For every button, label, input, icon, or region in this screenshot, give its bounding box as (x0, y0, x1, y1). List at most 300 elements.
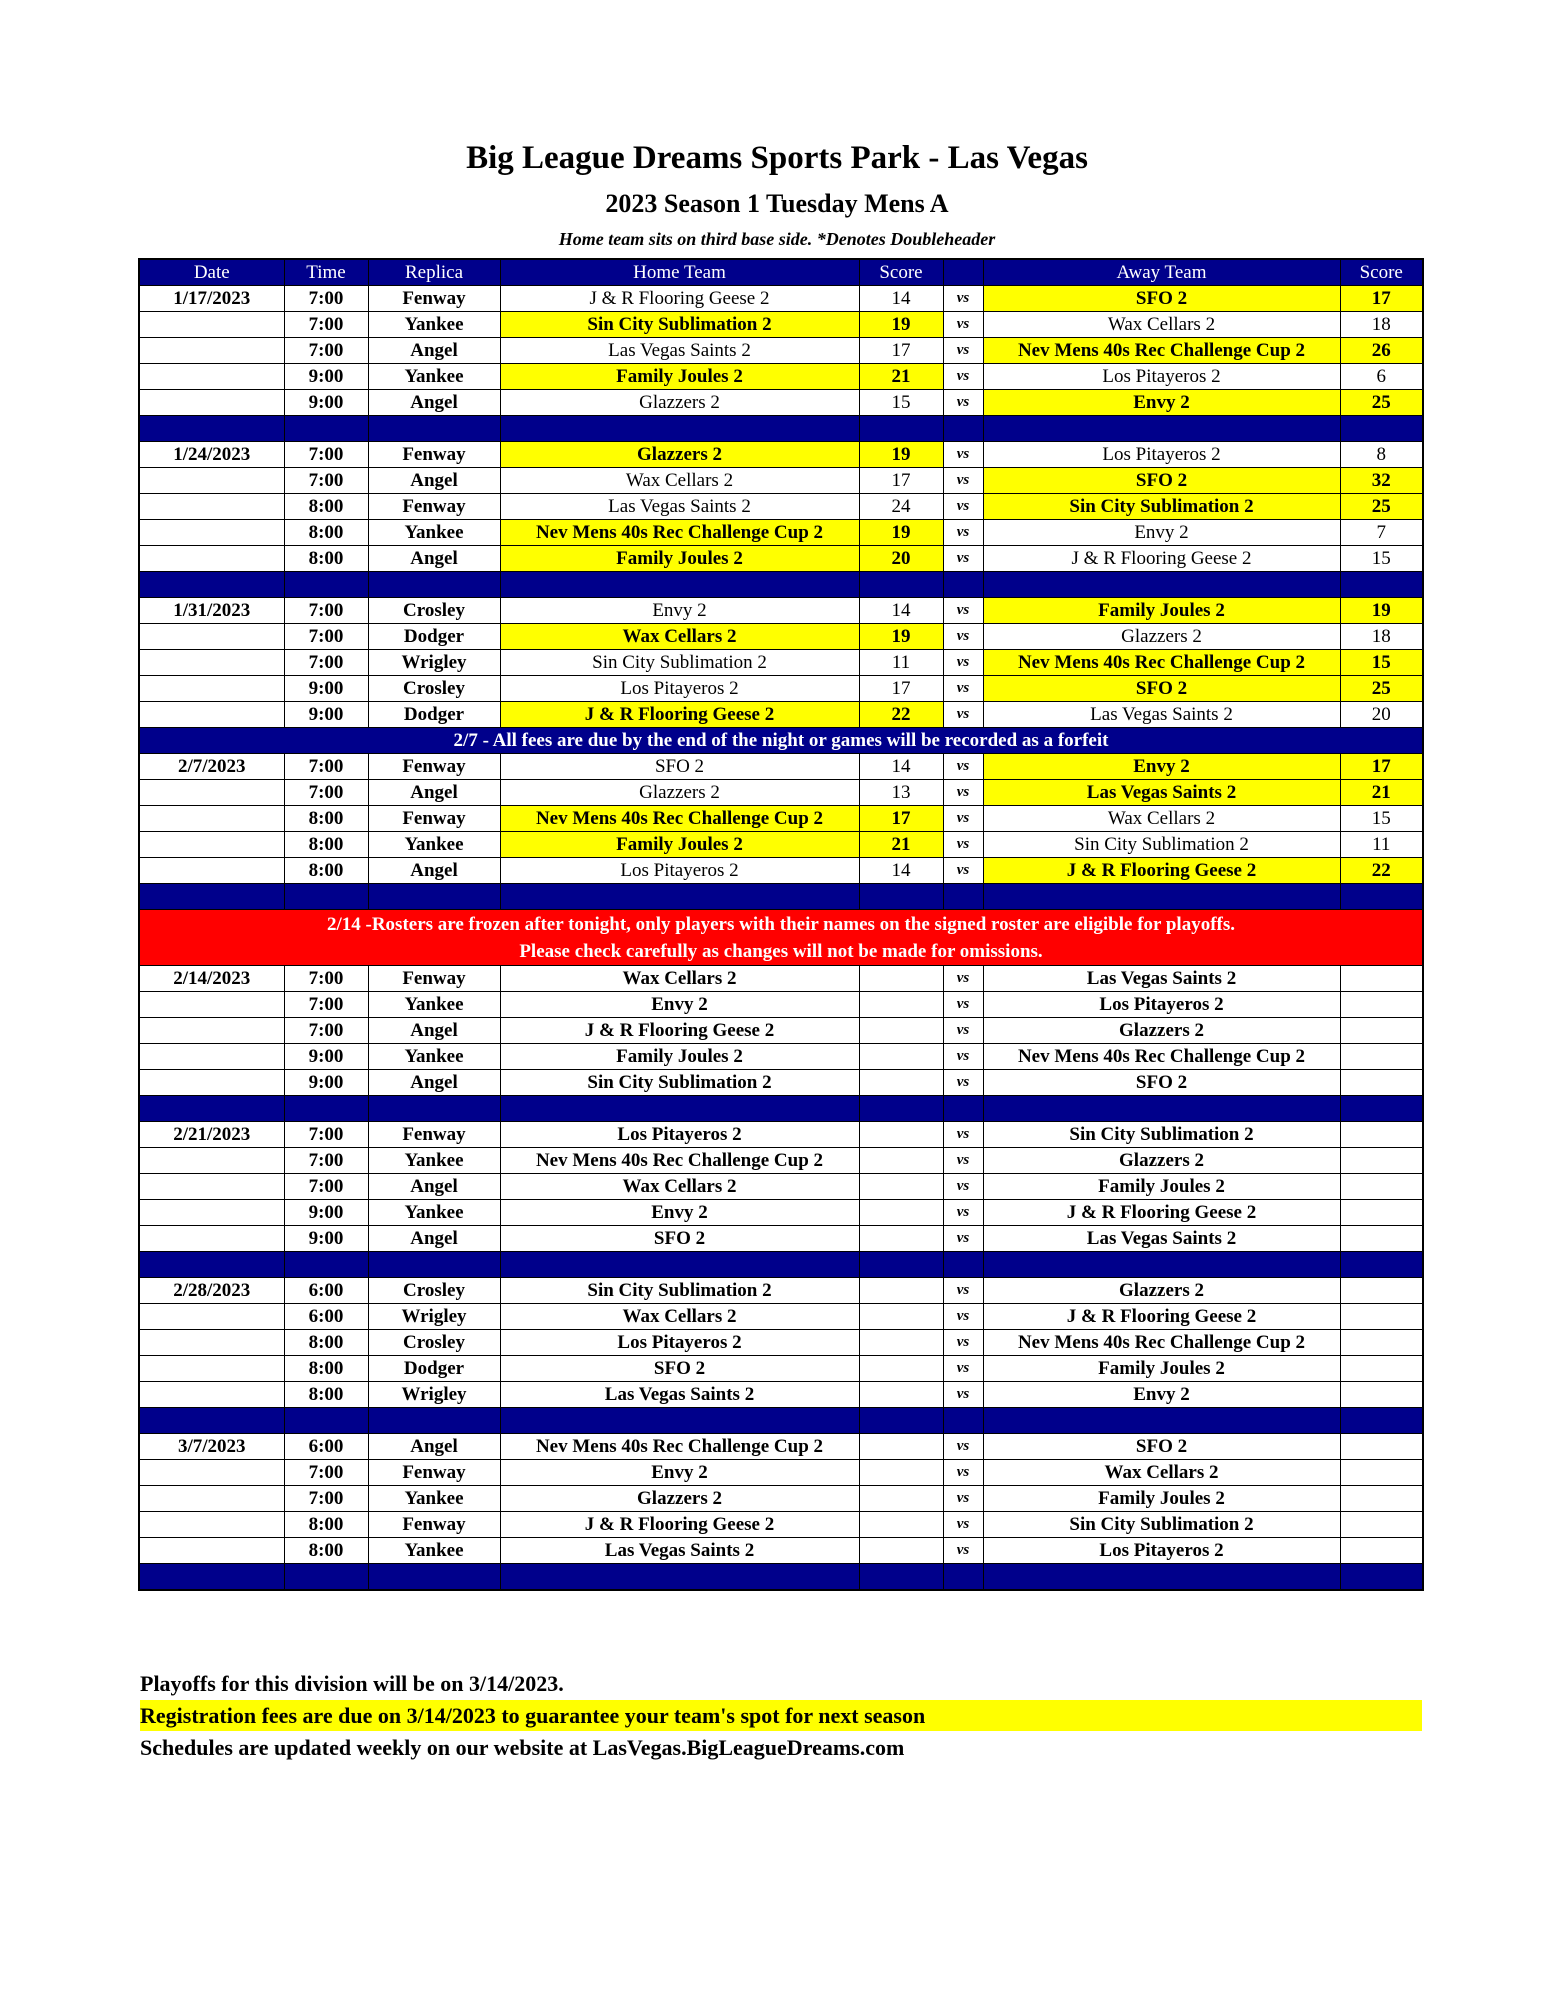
game-row (139, 858, 1423, 884)
home-team-cell: Sin City Sublimation 2 (500, 650, 859, 676)
date-cell (139, 1200, 284, 1226)
time-cell: 7:00 (284, 754, 368, 780)
separator-cell (368, 1096, 500, 1122)
separator-cell (284, 1096, 368, 1122)
date-cell: 2/28/2023 (139, 1278, 284, 1304)
vs-label: vs (943, 364, 983, 390)
away-team-cell: Glazzers 2 (983, 1148, 1340, 1174)
date-cell (139, 858, 284, 884)
game-row (139, 780, 1423, 806)
game-row (139, 1278, 1423, 1304)
away-team-cell: Sin City Sublimation 2 (983, 832, 1340, 858)
separator-cell (859, 572, 943, 598)
date-cell (139, 546, 284, 572)
date-cell (139, 1538, 284, 1564)
time-cell: 7:00 (284, 442, 368, 468)
separator-cell (139, 1408, 284, 1434)
date-cell: 2/21/2023 (139, 1122, 284, 1148)
home-team-cell: SFO 2 (500, 1226, 859, 1252)
replica-field-cell: Yankee (368, 1044, 500, 1070)
home-team-cell: J & R Flooring Geese 2 (500, 286, 859, 312)
time-cell: 8:00 (284, 1330, 368, 1356)
vs-label: vs (943, 1330, 983, 1356)
home-score-cell: 13 (859, 780, 943, 806)
home-score-cell (859, 1278, 943, 1304)
separator-cell (284, 416, 368, 442)
game-row (139, 468, 1423, 494)
home-score-cell: 20 (859, 546, 943, 572)
time-cell: 7:00 (284, 650, 368, 676)
replica-field-cell: Angel (368, 780, 500, 806)
game-row (139, 1356, 1423, 1382)
vs-label: vs (943, 1070, 983, 1096)
away-team-cell: Envy 2 (983, 390, 1340, 416)
time-cell: 8:00 (284, 494, 368, 520)
away-team-cell: Nev Mens 40s Rec Challenge Cup 2 (983, 1044, 1340, 1070)
away-score-cell (1340, 1044, 1423, 1070)
home-team-cell: Sin City Sublimation 2 (500, 1278, 859, 1304)
vs-label: vs (943, 676, 983, 702)
game-row (139, 598, 1423, 624)
away-score-cell (1340, 1200, 1423, 1226)
vs-label: vs (943, 390, 983, 416)
week-separator-row (139, 884, 1423, 910)
home-score-cell: 17 (859, 338, 943, 364)
game-row (139, 338, 1423, 364)
home-team-cell: Wax Cellars 2 (500, 468, 859, 494)
home-score-cell (859, 966, 943, 992)
replica-field-cell: Crosley (368, 598, 500, 624)
separator-cell (943, 884, 983, 910)
away-score-cell (1340, 1434, 1423, 1460)
replica-field-cell: Angel (368, 1434, 500, 1460)
date-cell (139, 702, 284, 728)
separator-cell (983, 1096, 1340, 1122)
separator-cell (943, 1252, 983, 1278)
away-score-cell (1340, 1304, 1423, 1330)
vs-label: vs (943, 992, 983, 1018)
separator-cell (943, 572, 983, 598)
home-score-cell: 17 (859, 468, 943, 494)
home-team-cell: Nev Mens 40s Rec Challenge Cup 2 (500, 520, 859, 546)
week-separator-row (139, 1564, 1423, 1591)
time-cell: 9:00 (284, 1200, 368, 1226)
time-cell: 8:00 (284, 1538, 368, 1564)
date-cell (139, 1018, 284, 1044)
away-score-cell: 19 (1340, 598, 1423, 624)
home-score-cell: 19 (859, 624, 943, 650)
time-cell: 7:00 (284, 338, 368, 364)
column-header: Away Team (983, 259, 1340, 286)
away-team-cell: Sin City Sublimation 2 (983, 1122, 1340, 1148)
column-header: Score (1340, 259, 1423, 286)
home-score-cell (859, 1460, 943, 1486)
time-cell: 7:00 (284, 1148, 368, 1174)
separator-cell (983, 416, 1340, 442)
home-team-cell: Los Pitayeros 2 (500, 858, 859, 884)
away-score-cell: 6 (1340, 364, 1423, 390)
away-team-cell: Las Vegas Saints 2 (983, 780, 1340, 806)
away-score-cell: 17 (1340, 286, 1423, 312)
separator-cell (500, 1096, 859, 1122)
separator-cell (983, 572, 1340, 598)
game-row (139, 806, 1423, 832)
replica-field-cell: Yankee (368, 312, 500, 338)
time-cell: 7:00 (284, 1018, 368, 1044)
date-cell: 1/24/2023 (139, 442, 284, 468)
replica-field-cell: Angel (368, 1070, 500, 1096)
game-row (139, 1148, 1423, 1174)
time-cell: 9:00 (284, 702, 368, 728)
game-row (139, 494, 1423, 520)
game-row (139, 1330, 1423, 1356)
vs-label: vs (943, 1538, 983, 1564)
separator-cell (500, 572, 859, 598)
away-score-cell (1340, 1122, 1423, 1148)
away-team-cell: Nev Mens 40s Rec Challenge Cup 2 (983, 1330, 1340, 1356)
time-cell: 7:00 (284, 1122, 368, 1148)
vs-label: vs (943, 624, 983, 650)
game-row (139, 520, 1423, 546)
date-cell (139, 1356, 284, 1382)
home-team-cell: Glazzers 2 (500, 780, 859, 806)
vs-label: vs (943, 312, 983, 338)
separator-cell (859, 416, 943, 442)
date-cell (139, 650, 284, 676)
replica-field-cell: Fenway (368, 494, 500, 520)
vs-label: vs (943, 1174, 983, 1200)
home-score-cell (859, 1304, 943, 1330)
home-team-cell: Sin City Sublimation 2 (500, 1070, 859, 1096)
separator-cell (859, 884, 943, 910)
date-cell (139, 1330, 284, 1356)
vs-label: vs (943, 1122, 983, 1148)
home-team-cell: Las Vegas Saints 2 (500, 338, 859, 364)
vs-label: vs (943, 338, 983, 364)
home-score-cell (859, 1486, 943, 1512)
home-score-cell (859, 1070, 943, 1096)
game-row (139, 1174, 1423, 1200)
home-team-cell: SFO 2 (500, 754, 859, 780)
date-cell (139, 1044, 284, 1070)
away-team-cell: SFO 2 (983, 468, 1340, 494)
away-score-cell: 8 (1340, 442, 1423, 468)
vs-label: vs (943, 858, 983, 884)
away-team-cell: Envy 2 (983, 1382, 1340, 1408)
home-score-cell (859, 1044, 943, 1070)
separator-cell (284, 1252, 368, 1278)
page-title: Big League Dreams Sports Park - Las Vegas (466, 140, 1088, 176)
separator-cell (139, 1252, 284, 1278)
separator-cell (1340, 1096, 1423, 1122)
vs-label: vs (943, 754, 983, 780)
away-score-cell (1340, 1460, 1423, 1486)
away-score-cell: 32 (1340, 468, 1423, 494)
replica-field-cell: Fenway (368, 754, 500, 780)
replica-field-cell: Fenway (368, 286, 500, 312)
home-team-cell: Los Pitayeros 2 (500, 1330, 859, 1356)
home-team-cell: Las Vegas Saints 2 (500, 1382, 859, 1408)
game-row (139, 1382, 1423, 1408)
game-row (139, 442, 1423, 468)
replica-field-cell: Angel (368, 1174, 500, 1200)
home-team-cell: J & R Flooring Geese 2 (500, 1512, 859, 1538)
vs-label: vs (943, 468, 983, 494)
table-header-row (139, 259, 1423, 286)
separator-cell (368, 416, 500, 442)
away-team-cell: SFO 2 (983, 286, 1340, 312)
home-team-cell: Nev Mens 40s Rec Challenge Cup 2 (500, 1434, 859, 1460)
date-cell (139, 676, 284, 702)
separator-cell (500, 1252, 859, 1278)
home-team-cell: Envy 2 (500, 1200, 859, 1226)
home-score-cell: 19 (859, 312, 943, 338)
game-row (139, 1512, 1423, 1538)
home-score-cell: 19 (859, 520, 943, 546)
replica-field-cell: Fenway (368, 1122, 500, 1148)
replica-field-cell: Wrigley (368, 650, 500, 676)
away-score-cell: 18 (1340, 312, 1423, 338)
vs-label: vs (943, 650, 983, 676)
time-cell: 9:00 (284, 390, 368, 416)
game-row (139, 624, 1423, 650)
away-team-cell: Los Pitayeros 2 (983, 364, 1340, 390)
away-team-cell: Family Joules 2 (983, 1356, 1340, 1382)
notice-row (139, 728, 1423, 754)
replica-field-cell: Wrigley (368, 1382, 500, 1408)
away-team-cell: SFO 2 (983, 1070, 1340, 1096)
game-row (139, 676, 1423, 702)
away-score-cell (1340, 1018, 1423, 1044)
game-row (139, 754, 1423, 780)
separator-cell (284, 572, 368, 598)
vs-label: vs (943, 702, 983, 728)
away-score-cell (1340, 1538, 1423, 1564)
page-note: Home team sits on third base side. *Denotes Doubleheader (558, 229, 996, 249)
home-score-cell: 14 (859, 286, 943, 312)
page-subtitle: 2023 Season 1 Tuesday Mens A (605, 189, 949, 218)
game-row (139, 312, 1423, 338)
replica-field-cell: Angel (368, 1018, 500, 1044)
time-cell: 6:00 (284, 1304, 368, 1330)
replica-field-cell: Angel (368, 338, 500, 364)
game-row (139, 966, 1423, 992)
time-cell: 8:00 (284, 832, 368, 858)
game-row (139, 1070, 1423, 1096)
date-cell (139, 1304, 284, 1330)
away-score-cell: 15 (1340, 546, 1423, 572)
home-team-cell: Wax Cellars 2 (500, 624, 859, 650)
column-header: Score (859, 259, 943, 286)
away-team-cell: Family Joules 2 (983, 1174, 1340, 1200)
separator-cell (1340, 884, 1423, 910)
separator-cell (1340, 1564, 1423, 1591)
time-cell: 9:00 (284, 364, 368, 390)
game-row (139, 1434, 1423, 1460)
replica-field-cell: Crosley (368, 1330, 500, 1356)
game-row (139, 650, 1423, 676)
roster-alert-row (139, 910, 1423, 966)
away-team-cell: Las Vegas Saints 2 (983, 966, 1340, 992)
time-cell: 8:00 (284, 546, 368, 572)
away-team-cell: Los Pitayeros 2 (983, 1538, 1340, 1564)
away-team-cell: Wax Cellars 2 (983, 1460, 1340, 1486)
date-cell (139, 338, 284, 364)
game-row (139, 832, 1423, 858)
separator-cell (284, 884, 368, 910)
separator-cell (1340, 1252, 1423, 1278)
separator-cell (859, 1564, 943, 1591)
away-score-cell (1340, 1356, 1423, 1382)
replica-field-cell: Fenway (368, 966, 500, 992)
home-score-cell (859, 1174, 943, 1200)
separator-cell (983, 1564, 1340, 1591)
replica-field-cell: Yankee (368, 1538, 500, 1564)
time-cell: 7:00 (284, 780, 368, 806)
footer-website: Schedules are updated weekly on our website at LasVegas.BigLeagueDreams.com (140, 1735, 905, 1760)
date-cell (139, 520, 284, 546)
time-cell: 7:00 (284, 966, 368, 992)
replica-field-cell: Angel (368, 1226, 500, 1252)
away-team-cell: Los Pitayeros 2 (983, 442, 1340, 468)
home-team-cell: Wax Cellars 2 (500, 1174, 859, 1200)
away-team-cell: J & R Flooring Geese 2 (983, 1304, 1340, 1330)
time-cell: 8:00 (284, 858, 368, 884)
away-team-cell: SFO 2 (983, 676, 1340, 702)
vs-label: vs (943, 1044, 983, 1070)
home-score-cell (859, 1434, 943, 1460)
vs-label: vs (943, 1278, 983, 1304)
away-team-cell: Glazzers 2 (983, 1018, 1340, 1044)
separator-cell (859, 1408, 943, 1434)
vs-label: vs (943, 1486, 983, 1512)
date-cell (139, 1226, 284, 1252)
vs-label: vs (943, 1512, 983, 1538)
replica-field-cell: Yankee (368, 832, 500, 858)
replica-field-cell: Angel (368, 858, 500, 884)
away-team-cell: Family Joules 2 (983, 1486, 1340, 1512)
week-separator-row (139, 1408, 1423, 1434)
home-score-cell (859, 1122, 943, 1148)
separator-cell (1340, 1408, 1423, 1434)
vs-label: vs (943, 832, 983, 858)
separator-cell (284, 1564, 368, 1591)
home-team-cell: Envy 2 (500, 1460, 859, 1486)
away-team-cell: Glazzers 2 (983, 624, 1340, 650)
date-cell: 1/31/2023 (139, 598, 284, 624)
game-row (139, 286, 1423, 312)
time-cell: 8:00 (284, 1356, 368, 1382)
away-score-cell: 18 (1340, 624, 1423, 650)
footer-playoffs: Playoffs for this division will be on 3/14/2023. (140, 1671, 564, 1696)
away-score-cell: 20 (1340, 702, 1423, 728)
time-cell: 7:00 (284, 624, 368, 650)
separator-cell (368, 1564, 500, 1591)
away-team-cell: J & R Flooring Geese 2 (983, 546, 1340, 572)
game-row (139, 1486, 1423, 1512)
away-score-cell (1340, 1070, 1423, 1096)
time-cell: 8:00 (284, 1382, 368, 1408)
away-score-cell (1340, 1330, 1423, 1356)
column-header: Date (139, 259, 284, 286)
home-team-cell: Family Joules 2 (500, 1044, 859, 1070)
home-team-cell: Los Pitayeros 2 (500, 676, 859, 702)
week-separator-row (139, 572, 1423, 598)
away-score-cell (1340, 1486, 1423, 1512)
date-cell (139, 1148, 284, 1174)
away-score-cell: 26 (1340, 338, 1423, 364)
home-team-cell: Envy 2 (500, 598, 859, 624)
game-row (139, 546, 1423, 572)
time-cell: 8:00 (284, 520, 368, 546)
away-team-cell: Envy 2 (983, 520, 1340, 546)
date-cell: 2/14/2023 (139, 966, 284, 992)
time-cell: 9:00 (284, 1226, 368, 1252)
replica-field-cell: Dodger (368, 702, 500, 728)
home-team-cell: Las Vegas Saints 2 (500, 494, 859, 520)
game-row (139, 1304, 1423, 1330)
date-cell: 3/7/2023 (139, 1434, 284, 1460)
away-team-cell: SFO 2 (983, 1434, 1340, 1460)
home-team-cell: Glazzers 2 (500, 1486, 859, 1512)
time-cell: 6:00 (284, 1434, 368, 1460)
away-score-cell: 15 (1340, 806, 1423, 832)
away-team-cell: Wax Cellars 2 (983, 312, 1340, 338)
time-cell: 7:00 (284, 312, 368, 338)
separator-cell (943, 1408, 983, 1434)
away-team-cell: Family Joules 2 (983, 598, 1340, 624)
separator-cell (983, 1252, 1340, 1278)
column-header: Home Team (500, 259, 859, 286)
date-cell (139, 468, 284, 494)
roster-alert (139, 910, 1423, 966)
replica-field-cell: Dodger (368, 624, 500, 650)
home-team-cell: Nev Mens 40s Rec Challenge Cup 2 (500, 1148, 859, 1174)
home-score-cell: 14 (859, 858, 943, 884)
home-score-cell: 15 (859, 390, 943, 416)
home-team-cell: Wax Cellars 2 (500, 966, 859, 992)
date-cell (139, 390, 284, 416)
away-team-cell: Nev Mens 40s Rec Challenge Cup 2 (983, 338, 1340, 364)
replica-field-cell: Yankee (368, 520, 500, 546)
time-cell: 7:00 (284, 286, 368, 312)
home-score-cell (859, 1538, 943, 1564)
home-score-cell: 24 (859, 494, 943, 520)
vs-label: vs (943, 1304, 983, 1330)
away-score-cell: 11 (1340, 832, 1423, 858)
separator-cell (139, 572, 284, 598)
game-row (139, 992, 1423, 1018)
away-team-cell: Sin City Sublimation 2 (983, 1512, 1340, 1538)
time-cell: 9:00 (284, 1044, 368, 1070)
home-team-cell: Las Vegas Saints 2 (500, 1538, 859, 1564)
home-score-cell: 17 (859, 806, 943, 832)
home-score-cell: 17 (859, 676, 943, 702)
away-score-cell: 25 (1340, 494, 1423, 520)
home-team-cell: Wax Cellars 2 (500, 1304, 859, 1330)
home-score-cell (859, 1356, 943, 1382)
vs-label: vs (943, 1018, 983, 1044)
away-score-cell: 25 (1340, 676, 1423, 702)
away-score-cell (1340, 1278, 1423, 1304)
vs-label: vs (943, 1148, 983, 1174)
home-team-cell: Glazzers 2 (500, 442, 859, 468)
vs-label: vs (943, 520, 983, 546)
column-header: Time (284, 259, 368, 286)
home-team-cell: Glazzers 2 (500, 390, 859, 416)
time-cell: 9:00 (284, 676, 368, 702)
away-score-cell (1340, 1226, 1423, 1252)
